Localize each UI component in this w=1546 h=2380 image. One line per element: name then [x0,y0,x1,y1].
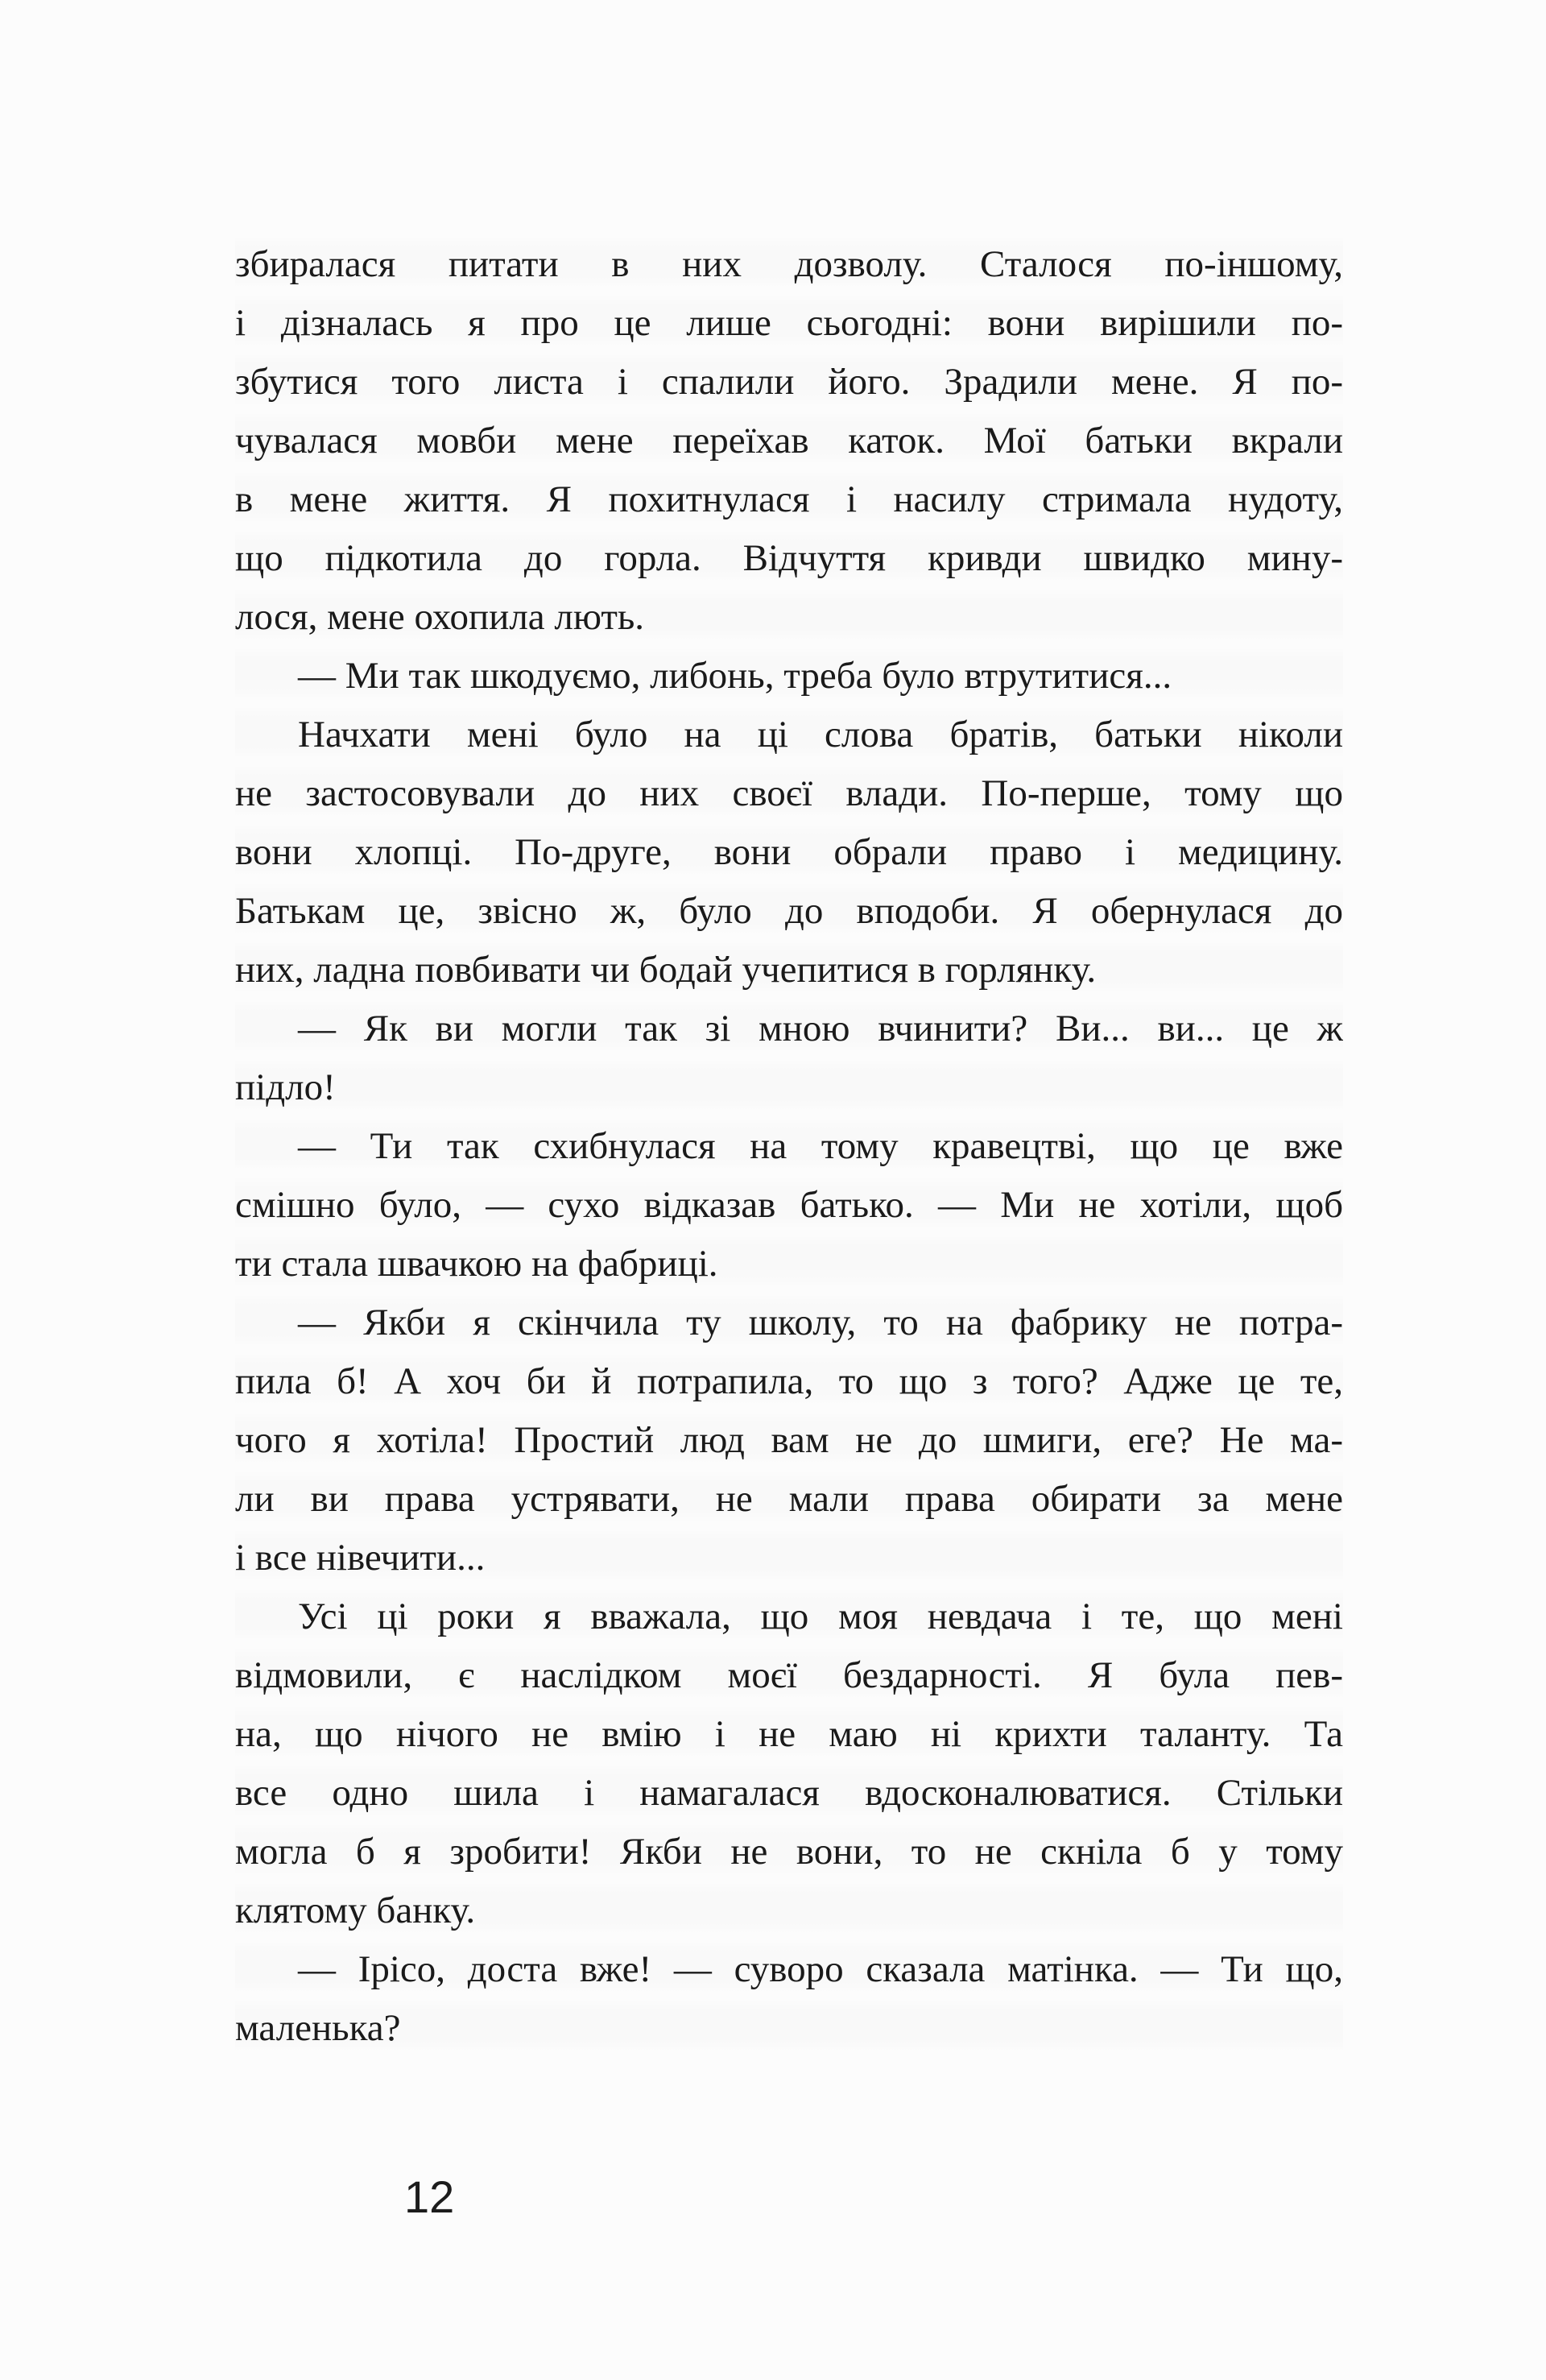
text-line: Батькам це, звісно ж, було до вподоби. Я обернулася до [235,890,1343,932]
paragraph [235,706,1343,1000]
text-line: — Ірісо, доста вже! — суворо сказала матінка. — Ти що, [298,1948,1343,1990]
paragraph [235,1293,1343,1587]
text-line: і все нівечити... [235,1537,486,1579]
paragraph [235,1000,1343,1117]
text-line: що підкотила до горла. Відчуття кривди швидко мину- [235,537,1343,579]
text-line: лося, мене охопила лють. [235,596,645,638]
text-line: Начхати мені було на ці слова братів, батьки ніколи [298,714,1343,755]
text-line: смішно було, — сухо відказав батько. — Ми не хотіли, щоб [235,1184,1343,1226]
page-number: 12 [404,2171,455,2222]
paragraph [235,1117,1343,1293]
text-line: і дізналась я про це лише сьогодні: вони вирішили по- [235,302,1343,344]
text-line: все одно шила і намагалася вдосконалюватися. Стільки [235,1772,1343,1814]
text-line: маленька? [235,2007,401,2049]
text-line: могла б я зробити! Якби не вони, то не скніла б у тому [235,1831,1343,1873]
text-line: ти стала швачкою на фабриці. [235,1243,718,1285]
text-line: збутися того листа і спалили його. Зрадили мене. Я по- [235,361,1343,403]
text-line: пила б! А хоч би й потрапила, то що з того? Адже це те, [235,1360,1343,1402]
text-line: ли ви права устрявати, не мали права обирати за мене [235,1478,1343,1520]
paragraph [235,1940,1343,2058]
text-line: них, ладна повбивати чи бодай учепитися в горлянку. [235,949,1097,991]
text-line: — Якби я скінчила ту школу, то на фабрику не потра- [298,1302,1343,1343]
text-line: — Як ви могли так зі мною вчинити? Ви... ви... це ж [298,1008,1343,1049]
text-line: клятому банку. [235,1890,476,1931]
text-line: — Ти так схибнулася на тому кравецтві, що це вже [298,1125,1343,1167]
text-line: відмовили, є наслідком моєї бездарності. Я була пев- [235,1654,1343,1696]
text-line: чого я хотіла! Простий люд вам не до шмиги, еге? Не ма- [235,1419,1343,1461]
text-line: Усі ці роки я вважала, що моя невдача і те, що мені [298,1596,1343,1637]
text-line: підло! [235,1066,336,1108]
text-line: — Ми так шкодуємо, либонь, треба було втрутитися... [298,655,1172,697]
paragraph [235,235,1343,647]
paragraph [235,1587,1343,1940]
paragraph [235,647,1343,706]
text-line: вони хлопці. По-друге, вони обрали право і медицину. [235,831,1343,873]
text-line: збиралася питати в них дозволу. Сталося по-іншому, [235,243,1343,285]
text-line: в мене життя. Я похитнулася і насилу стримала нудоту, [235,478,1343,520]
text-line: на, що нічого не вмію і не маю ні крихти таланту. Та [235,1713,1343,1755]
text-line: не застосовували до них своєї влади. По-перше, тому що [235,772,1343,814]
text-line: чувалася мовби мене переїхав каток. Мої батьки вкрали [235,420,1343,462]
page-text [235,235,1343,2058]
